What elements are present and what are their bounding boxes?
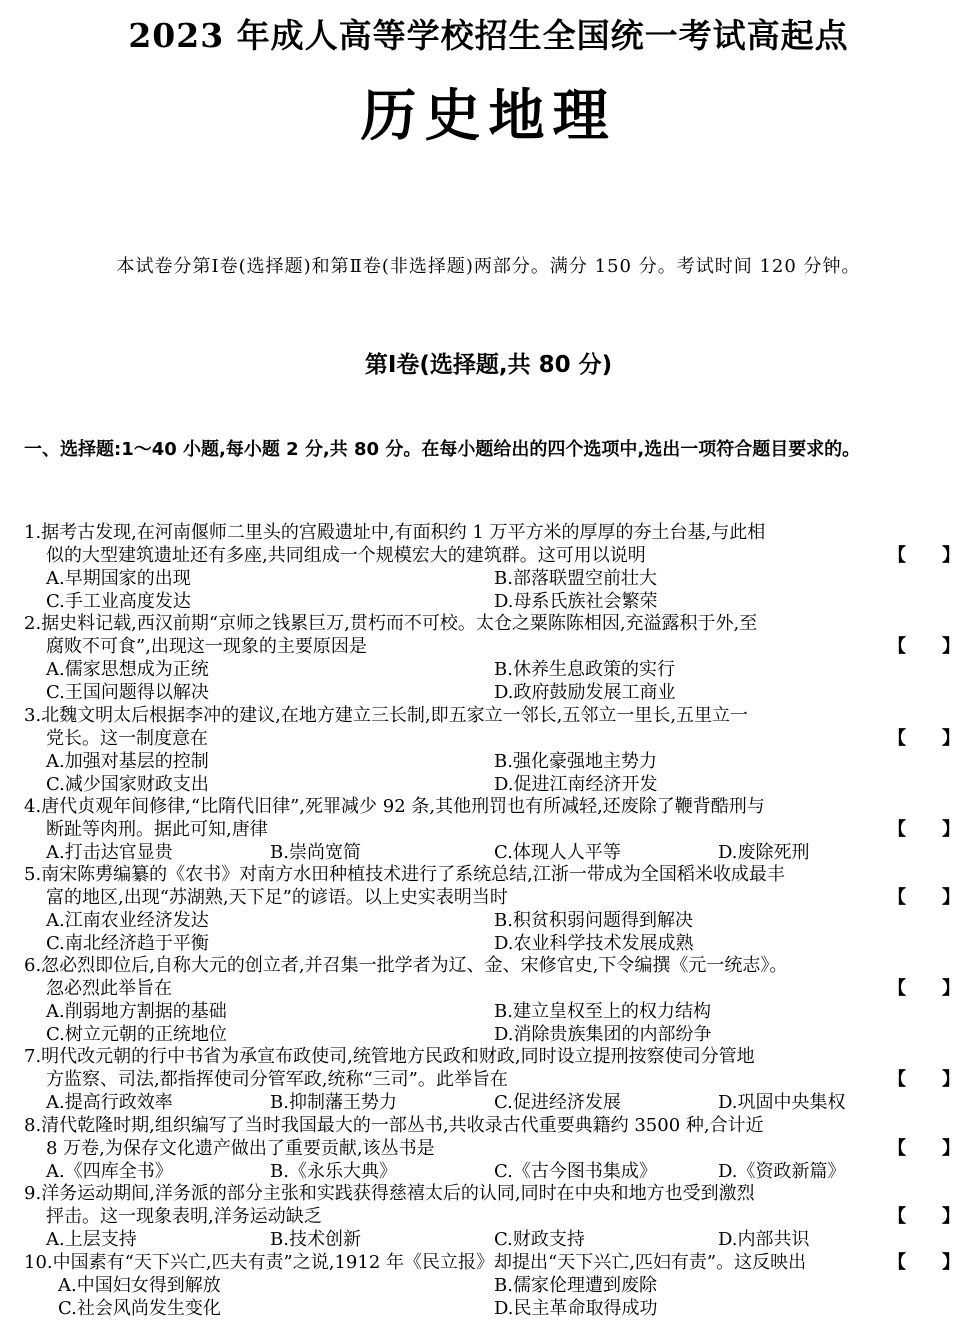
question-stem-continued: 方监察、司法,都指挥使司分管军政,统称“三司”。此举旨在 [46,1069,508,1090]
option-a: A.早期国家的出现 [46,568,191,589]
option-d: D.内部共识 [718,1229,810,1250]
question-stem-continued: 抨击。这一现象表明,洋务运动缺乏 [46,1206,322,1227]
option-a: A.提高行政效率 [46,1092,173,1113]
question-stem-continued: 8 万卷,为保存文化遗产做出了重要贡献,该丛书是 [46,1138,435,1159]
question-stem: 3.北魏文明太后根据李冲的建议,在地方建立三长制,即五家立一邻长,五邻立一里长,五里立一 [24,705,749,726]
exam-intro: 本试卷分第Ⅰ卷(选择题)和第Ⅱ卷(非选择题)两部分。满分 150 分。考试时间 120 分钟。 [116,256,861,277]
option-b: B.儒家伦理遭到废除 [494,1275,657,1296]
option-d: D.母系氏族社会繁荣 [494,591,658,612]
question-stem-continued: 富的地区,出现“苏湖熟,天下足”的谚语。以上史实表明当时 [46,887,508,908]
question-stem: 6.忽必烈即位后,自称大元的创立者,并召集一批学者为辽、金、宋修官史,下令编撰《元一统志》。 [24,955,788,976]
option-a: A.中国妇女得到解放 [58,1275,221,1296]
option-d: D.民主革命取得成功 [494,1298,658,1319]
option-b: B.休养生息政策的实行 [494,659,675,680]
section-instruction: 一、选择题:1～40 小题,每小题 2 分,共 80 分。在每小题给出的四个选项中,选出一项符合题目要求的。 [24,439,861,460]
answer-bracket: 【 】 [888,819,960,840]
answer-bracket: 【 】 [888,636,960,657]
answer-bracket: 【 】 [888,978,960,999]
answer-bracket: 【 】 [888,728,960,749]
question-stem-continued: 断趾等肉刑。据此可知,唐律 [46,819,268,840]
question-stem: 8.清代乾隆时期,组织编写了当时我国最大的一部丛书,共收录古代重要典籍约 3500 种,合计近 [24,1115,764,1136]
option-c: C.社会风尚发生变化 [58,1298,221,1319]
option-d: D.巩固中央集权 [718,1092,846,1113]
option-d: D.《资政新篇》 [718,1161,846,1182]
option-d: D.消除贵族集团的内部纷争 [494,1024,712,1045]
option-a: A.儒家思想成为正统 [46,659,209,680]
option-a: A.《四库全书》 [46,1161,173,1182]
option-d: D.政府鼓励发展工商业 [494,682,676,703]
option-c: C.手工业高度发达 [46,591,191,612]
option-c: C.促进经济发展 [494,1092,621,1113]
exam-title: 2023 年成人高等学校招生全国统一考试高起点 [128,16,849,55]
question-stem-continued: 腐败不可食”,出现这一现象的主要原因是 [46,636,367,657]
question-stem: 9.洋务运动期间,洋务派的部分主张和实践获得慈禧太后的认同,同时在中央和地方也受到激烈 [24,1183,755,1204]
option-b: B.积贫积弱问题得到解决 [494,910,693,931]
option-b: B.技术创新 [270,1229,361,1250]
question-stem-continued: 党长。这一制度意在 [46,728,208,749]
question-stem: 2.据史料记载,西汉前期“京师之钱累巨万,贯朽而不可校。太仓之粟陈陈相因,充溢露积于外,至 [24,613,758,634]
option-d: D.促进江南经济开发 [494,774,658,795]
answer-bracket: 【 】 [888,1206,960,1227]
option-d: D.废除死刑 [718,842,810,863]
option-b: B.抑制藩王势力 [270,1092,397,1113]
question-stem-continued: 似的大型建筑遗址还有多座,共同组成一个规模宏大的建筑群。这可用以说明 [46,545,646,566]
option-b: B.《永乐大典》 [270,1161,397,1182]
question-stem: 5.南宋陈旉编纂的《农书》对南方水田种植技术进行了系统总结,江浙一带成为全国稻米收成最丰 [24,864,785,885]
option-b: B.部落联盟空前壮大 [494,568,657,589]
option-b: B.建立皇权至上的权力结构 [494,1001,711,1022]
option-b: B.强化豪强地主势力 [494,751,657,772]
question-stem-continued: 忽必烈此举旨在 [46,978,172,999]
answer-bracket: 【 】 [888,545,960,566]
question-stem: 4.唐代贞观年间修律,“比隋代旧律”,死罪减少 92 条,其他刑罚也有所减轻,还废除了鞭背酷刑与 [24,796,765,817]
section-title: 第Ⅰ卷(选择题,共 80 分) [364,352,613,378]
option-c: C.树立元朝的正统地位 [46,1024,227,1045]
option-c: C.《古今图书集成》 [494,1161,657,1182]
option-a: A.加强对基层的控制 [46,751,209,772]
option-a: A.江南农业经济发达 [46,910,209,931]
option-c: C.王国问题得以解决 [46,682,209,703]
option-a: A.削弱地方割据的基础 [46,1001,227,1022]
option-b: B.崇尚宽简 [270,842,361,863]
subject-title: 历史地理 [360,83,617,149]
answer-bracket: 【 】 [888,887,960,908]
option-c: C.财政支持 [494,1229,585,1250]
option-c: C.体现人人平等 [494,842,621,863]
answer-bracket: 【 】 [888,1069,960,1090]
option-a: A.上层支持 [46,1229,137,1250]
question-stem: 10.中国素有“天下兴亡,匹夫有责”之说,1912 年《民立报》却提出“天下兴亡,匹妇有责”。这反映出 [24,1252,807,1273]
question-stem: 1.据考古发现,在河南偃师二里头的宫殿遗址中,有面积约 1 万平方米的厚厚的夯土台基,与此相 [24,522,766,543]
option-c: C.减少国家财政支出 [46,774,209,795]
answer-bracket: 【 】 [888,1138,960,1159]
option-c: C.南北经济趋于平衡 [46,933,209,954]
question-stem: 7.明代改元朝的行中书省为承宣布政使司,统管地方民政和财政,同时设立提刑按察使司分管地 [24,1046,755,1067]
option-d: D.农业科学技术发展成熟 [494,933,694,954]
option-a: A.打击达官显贵 [46,842,173,863]
answer-bracket: 【 】 [888,1252,960,1273]
